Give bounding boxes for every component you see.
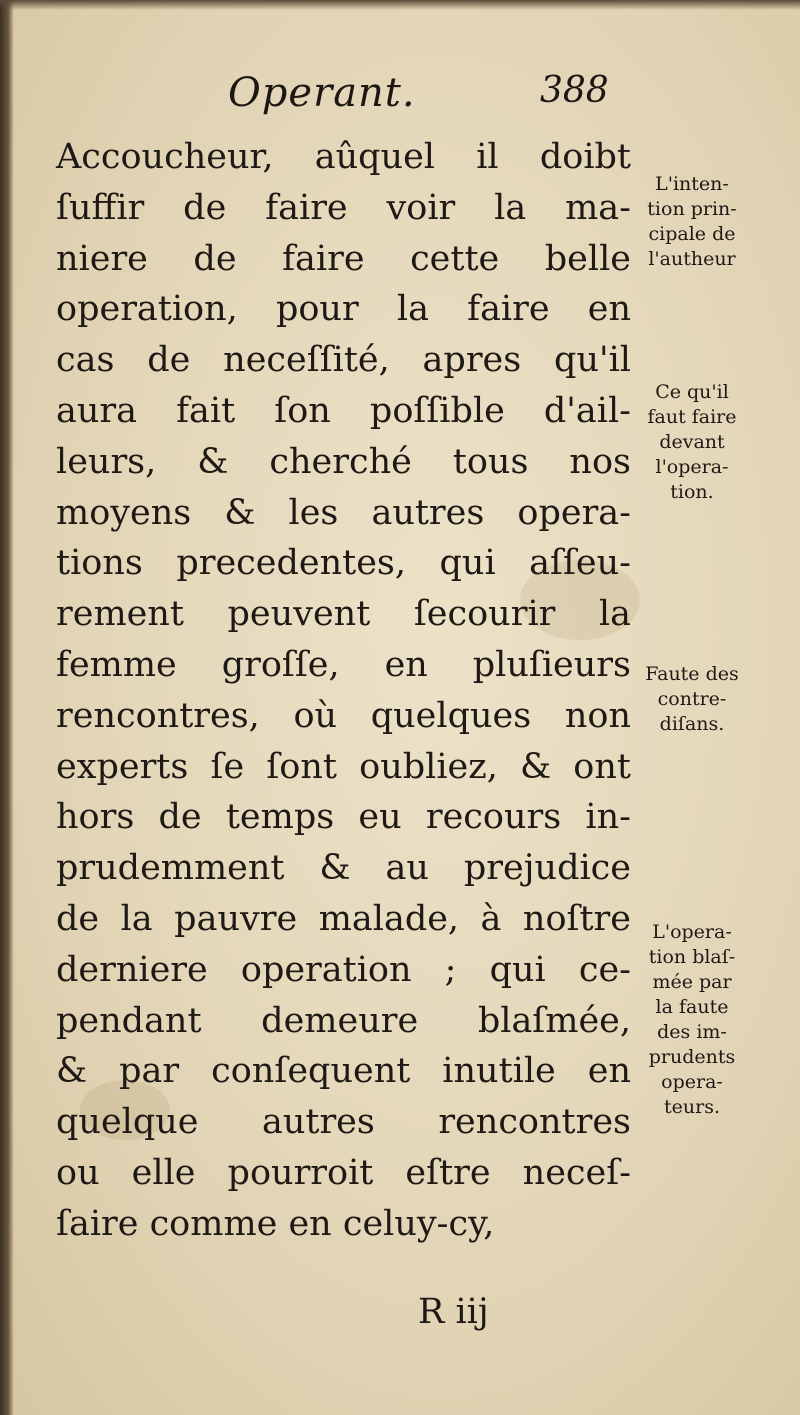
margin-note-blamed-operation bbox=[616, 920, 768, 1120]
text-line: ou elle pourroit eſtre neceſ- bbox=[56, 1152, 631, 1193]
text-line: ſuffir de faire voir la ma- bbox=[56, 187, 631, 228]
text-line: operation, pour la faire en bbox=[56, 289, 631, 330]
binding-gutter bbox=[0, 0, 14, 1415]
margin-note-line: l'opera- bbox=[655, 456, 729, 478]
text-line: prudemment & au prejudice bbox=[56, 848, 631, 889]
margin-note-line: l'autheur bbox=[648, 248, 736, 270]
text-line: experts ſe ſont oubliez, & ont bbox=[56, 746, 631, 787]
margin-note-line: des im- bbox=[657, 1021, 727, 1043]
margin-note-line: contre- bbox=[657, 688, 727, 710]
margin-note-detractors bbox=[616, 662, 768, 737]
margin-note-line: cipale de bbox=[648, 223, 736, 245]
margin-note-line: faut faire bbox=[647, 406, 737, 428]
signature-mark: R iij bbox=[418, 1292, 489, 1332]
text-line: niere de faire cette belle bbox=[56, 238, 631, 279]
margin-note-line: tion. bbox=[670, 481, 714, 503]
text-line: leurs, & cherché tous nos bbox=[56, 441, 631, 482]
text-line: moyens & les autres opera- bbox=[56, 492, 631, 533]
text-line: rencontres, où quelques non bbox=[56, 695, 631, 736]
margin-note-line: opera- bbox=[661, 1071, 723, 1093]
margin-note-line: tion prin- bbox=[647, 198, 737, 220]
page-header bbox=[0, 70, 800, 130]
text-line: quelque autres rencontres bbox=[56, 1102, 631, 1143]
margin-note-line: tion blaſ- bbox=[648, 946, 736, 968]
text-line: Accoucheur, aûquel il doibt bbox=[56, 137, 631, 177]
text-line: cas de neceſſité, apres qu'il bbox=[56, 340, 631, 381]
text-line: rement peuvent ſecourir la bbox=[56, 594, 631, 635]
running-title: Operant. bbox=[228, 70, 416, 116]
margin-note-line: L'inten- bbox=[655, 173, 729, 195]
text-line: de la pauvre malade, à noſtre bbox=[56, 898, 631, 939]
page-top-edge bbox=[0, 0, 800, 10]
text-line: ſaire comme en celuy-cy, bbox=[56, 1203, 495, 1244]
margin-note-before-operation bbox=[616, 380, 768, 505]
text-line: femme groſſe, en pluſieurs bbox=[56, 644, 631, 685]
margin-note-line: Ce qu'il bbox=[655, 381, 729, 403]
margin-note-line: L'opera- bbox=[652, 921, 732, 943]
text-line: derniere operation ; qui ce- bbox=[56, 949, 631, 990]
margin-note-line: la faute bbox=[655, 996, 729, 1018]
main-text-block bbox=[56, 132, 631, 1250]
margin-note-line: teurs. bbox=[664, 1096, 720, 1118]
margin-note-line: Faute des bbox=[645, 663, 739, 685]
margin-note-line: prudents bbox=[648, 1046, 736, 1068]
text-line: pendant demeure blaſmée, bbox=[56, 1000, 631, 1041]
margin-note-line: devant bbox=[659, 431, 725, 453]
text-line: & par conſequent inutile en bbox=[56, 1051, 631, 1092]
text-line: tions precedentes, qui aſſeu- bbox=[56, 543, 631, 584]
margin-note-line: mée par bbox=[652, 971, 732, 993]
text-line: aura fait ſon poſſible d'ail- bbox=[56, 390, 631, 431]
margin-note-line: diſans. bbox=[659, 713, 725, 735]
page-number: 388 bbox=[540, 70, 609, 111]
margin-note-intention bbox=[616, 172, 768, 272]
text-line: hors de temps eu recours in- bbox=[56, 797, 631, 838]
